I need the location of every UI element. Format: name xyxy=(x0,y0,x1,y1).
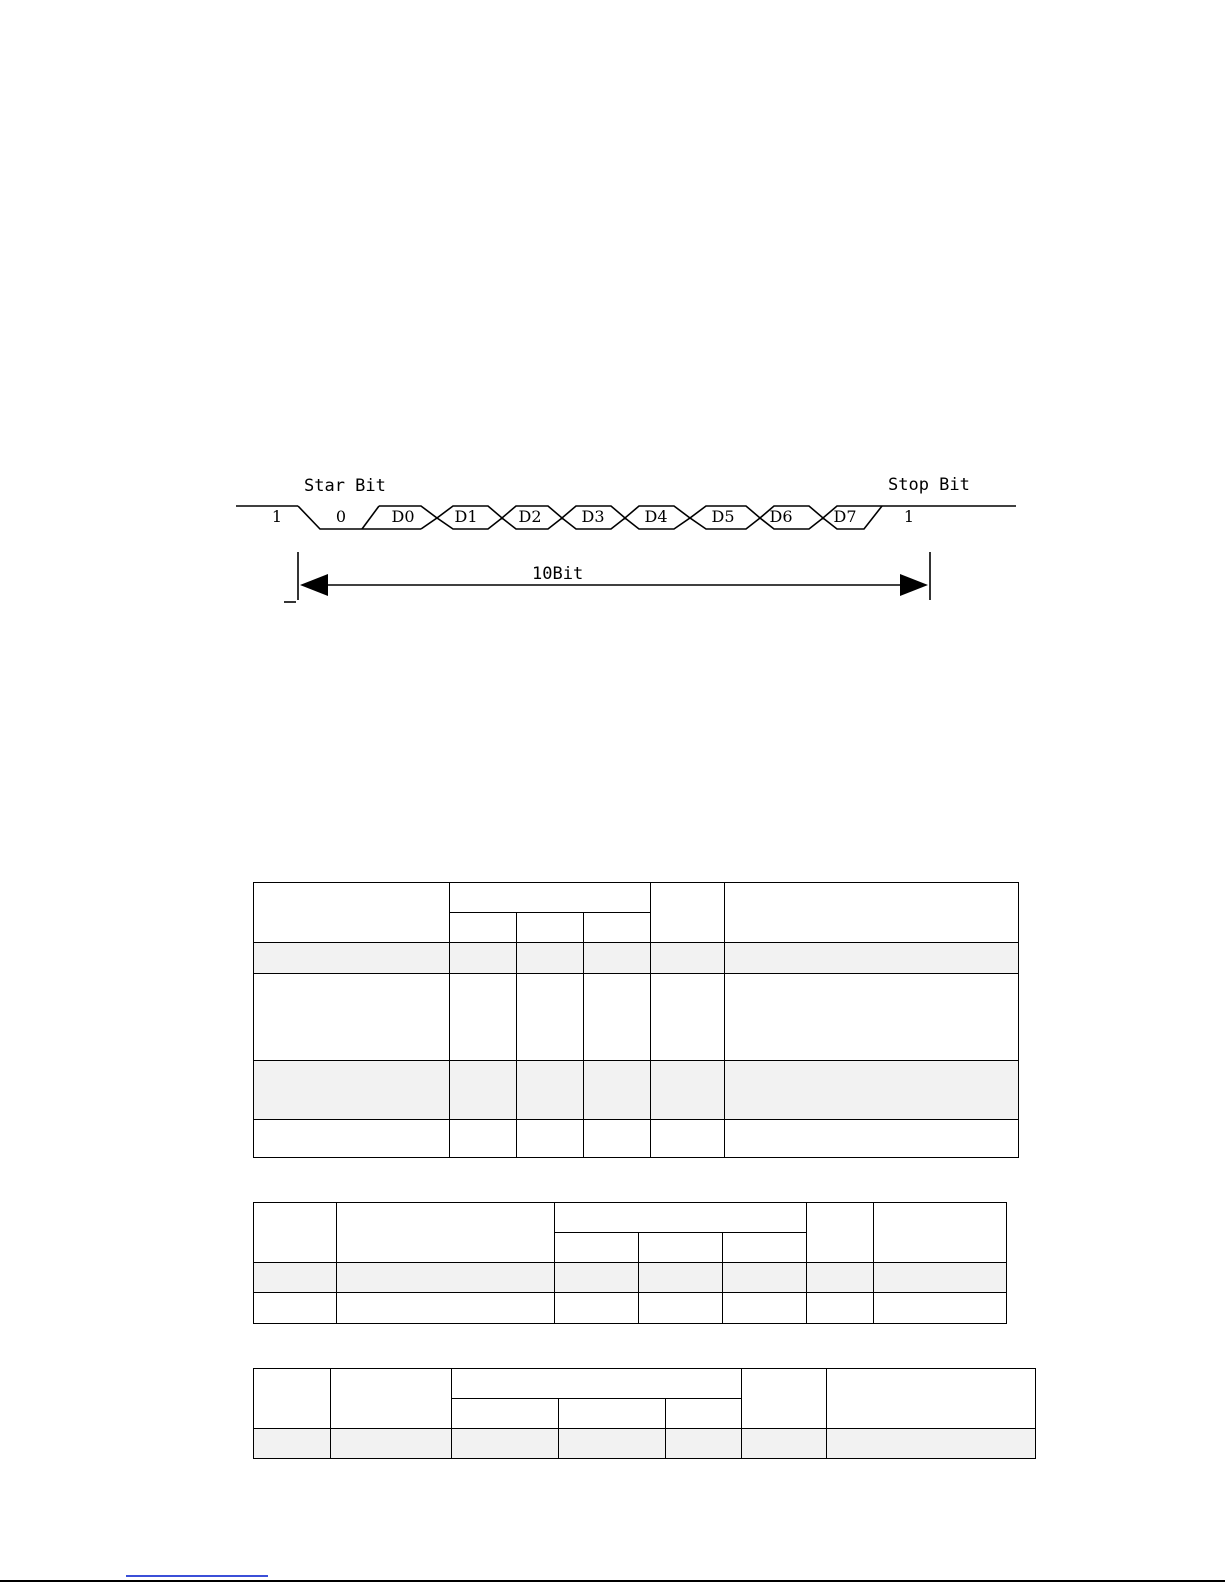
table-cell xyxy=(337,1203,555,1263)
table-cell xyxy=(452,1369,742,1399)
data-bit-label: D3 xyxy=(581,507,605,526)
table-cell xyxy=(651,974,725,1061)
table-cell xyxy=(254,1429,331,1459)
table-row xyxy=(254,1120,1019,1158)
table-cell xyxy=(254,883,450,943)
stop-bit-label: Stop Bit xyxy=(888,475,970,495)
start-to-data-edge xyxy=(362,506,379,529)
arrow-right-head xyxy=(900,574,928,596)
table-cell xyxy=(517,1120,584,1158)
table-cell xyxy=(723,1233,807,1263)
table-row xyxy=(254,883,1019,913)
arrow-left-head xyxy=(300,574,328,596)
table-cell xyxy=(254,1203,337,1263)
table-cell xyxy=(450,1120,517,1158)
data-bit-label: D7 xyxy=(833,507,857,526)
table-cell xyxy=(555,1263,639,1293)
table-cell xyxy=(517,1061,584,1120)
table-cell xyxy=(584,1120,651,1158)
table-cell xyxy=(827,1429,1036,1459)
data-bit-label: D4 xyxy=(644,507,668,526)
table-row xyxy=(254,1263,1007,1293)
table-cell xyxy=(517,974,584,1061)
table-cell xyxy=(666,1429,742,1459)
table-cell xyxy=(452,1399,559,1429)
idle-high-value: 1 xyxy=(271,507,283,526)
table-cell xyxy=(555,1233,639,1263)
table-cell xyxy=(742,1429,827,1459)
table-cell xyxy=(651,1061,725,1120)
table-2 xyxy=(253,1202,1007,1324)
table-cell xyxy=(639,1233,723,1263)
table-cell xyxy=(331,1429,452,1459)
stop-bit-value: 1 xyxy=(903,507,915,526)
table-row xyxy=(254,1293,1007,1324)
table-row xyxy=(254,1369,1036,1399)
table-cell xyxy=(725,1061,1019,1120)
table-row xyxy=(254,1061,1019,1120)
table-cell xyxy=(452,1429,559,1459)
table-cell xyxy=(666,1399,742,1429)
table-cell xyxy=(254,1263,337,1293)
footer-rule xyxy=(0,1580,1225,1582)
table-cell xyxy=(559,1399,666,1429)
table-cell xyxy=(584,943,651,974)
table-3 xyxy=(253,1368,1036,1459)
table-row xyxy=(254,1429,1036,1459)
table-row xyxy=(254,974,1019,1061)
table-cell xyxy=(723,1293,807,1324)
data-bit-label: D6 xyxy=(769,507,793,526)
data-bit-label: D2 xyxy=(518,507,542,526)
table-cell xyxy=(450,943,517,974)
table-cell xyxy=(725,943,1019,974)
uart-timing-diagram xyxy=(0,0,1225,640)
table-cell xyxy=(450,883,651,913)
table-cell xyxy=(723,1263,807,1293)
table-cell xyxy=(651,1120,725,1158)
table-cell xyxy=(807,1263,874,1293)
table-cell xyxy=(254,1061,450,1120)
table-cell xyxy=(254,1293,337,1324)
table-row xyxy=(254,943,1019,974)
table-cell xyxy=(651,943,725,974)
data-bit-label: D1 xyxy=(454,507,478,526)
start-bit-value: 0 xyxy=(335,507,347,526)
table-cell xyxy=(584,1061,651,1120)
table-cell xyxy=(450,913,517,943)
table-cell xyxy=(517,913,584,943)
table-cell xyxy=(337,1293,555,1324)
table-cell xyxy=(725,883,1019,943)
table-row xyxy=(254,1203,1007,1233)
data-bit-label: D0 xyxy=(391,507,415,526)
table-cell xyxy=(254,943,450,974)
start-bit-label: Star Bit xyxy=(304,476,386,496)
table-cell xyxy=(742,1369,827,1429)
table-cell xyxy=(827,1369,1036,1429)
table-cell xyxy=(559,1429,666,1459)
table-cell xyxy=(254,1120,450,1158)
table-cell xyxy=(555,1203,807,1233)
footer-link-underline[interactable] xyxy=(126,1575,268,1577)
table-cell xyxy=(874,1203,1007,1263)
table-cell xyxy=(874,1293,1007,1324)
table-cell xyxy=(639,1263,723,1293)
start-bit-waveform xyxy=(298,506,362,529)
table-cell xyxy=(517,943,584,974)
table-cell xyxy=(639,1293,723,1324)
table-cell xyxy=(450,974,517,1061)
table-cell xyxy=(807,1293,874,1324)
table-cell xyxy=(874,1263,1007,1293)
table-cell xyxy=(725,974,1019,1061)
table-cell xyxy=(651,883,725,943)
table-cell xyxy=(555,1293,639,1324)
frame-length-label: 10Bit xyxy=(532,564,584,584)
table-cell xyxy=(450,1061,517,1120)
table-cell xyxy=(807,1203,874,1263)
table-1 xyxy=(253,882,1019,1158)
data-bit-label: D5 xyxy=(711,507,735,526)
table-cell xyxy=(254,974,450,1061)
table-cell xyxy=(331,1369,452,1429)
table-cell xyxy=(584,913,651,943)
table-cell xyxy=(584,974,651,1061)
table-cell xyxy=(337,1263,555,1293)
table-cell xyxy=(254,1369,331,1429)
table-cell xyxy=(725,1120,1019,1158)
